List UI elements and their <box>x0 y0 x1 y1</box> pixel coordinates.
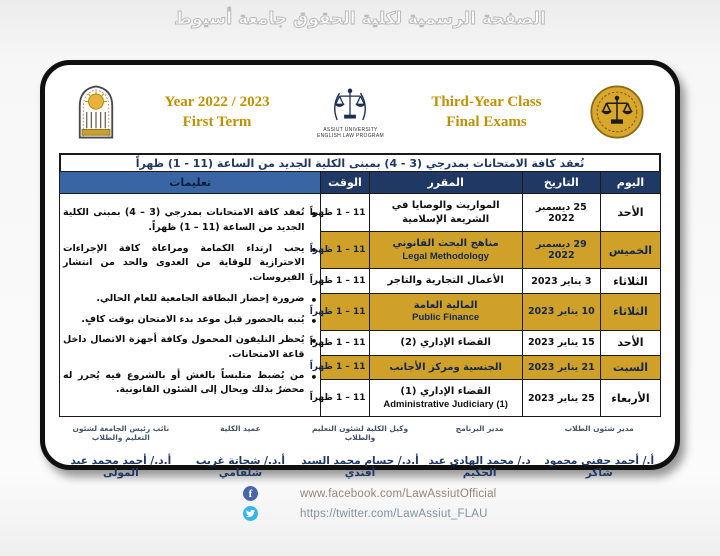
signature-title: مدير البرنامج <box>455 424 504 434</box>
instruction-item: • من يُضبط متلبساً بالغش أو بالشروع فيه يُحرر له محضرٌ بذلك ويحال إلى الشئون القانونية. <box>63 369 317 398</box>
course-cell <box>369 232 522 269</box>
class-line: Third-Year Class <box>431 93 542 110</box>
course-arabic: الجنسية ومركز الأجانب <box>389 361 502 373</box>
signature-name: أ.د./ شحاتة غريب شلقامي <box>195 455 285 480</box>
column-header-day: اليوم <box>600 172 660 194</box>
instruction-item: • يجب ارتداء الكمامة ومراعاة كافة الإجراءات الاحترازية للوقاية من العدوى والحد من انتشار الفيروسات. <box>63 242 317 286</box>
time-cell: 11 – 1 ظهراً <box>321 380 369 417</box>
time-cell: 11 – 1 ظهراً <box>321 269 369 294</box>
course-arabic: القضاء الإداري (2) <box>400 337 491 349</box>
day-cell: الأربعاء <box>600 380 660 417</box>
twitter-icon <box>243 506 258 521</box>
column-header-date: التاريخ <box>522 172 600 194</box>
facebook-link[interactable]: www.facebook.com/LawAssiutOfficial <box>300 487 497 500</box>
time-cell: 11 – 1 ظهراً <box>321 331 369 356</box>
time-cell: 11 – 1 ظهراً <box>321 293 369 330</box>
facebook-icon: f <box>243 486 258 501</box>
program-caption-line1: ASSIUT UNIVERSITY <box>323 126 378 133</box>
instruction-item: • يُنبه بالحضور قبل موعد بدء الامتحان بوقت كافٍ. <box>63 313 317 328</box>
twitter-link[interactable]: https://twitter.com/LawAssiut_FLAU <box>300 507 488 520</box>
time-cell: 11 – 1 ظهراً <box>321 194 369 232</box>
signature-name: أ./ أحمد حفني محمود شاكر <box>544 455 655 480</box>
column-header-instructions: تعليمات <box>60 172 321 194</box>
page-watermark: الصفحة الرسمية لكلية الحقوق جامعة أسيوط <box>174 9 546 29</box>
instructions-list <box>63 206 317 398</box>
table-header-row <box>60 172 661 194</box>
course-cell <box>369 331 522 356</box>
assiut-university-logo-icon <box>75 83 117 141</box>
instruction-item: • تُعقد كافة الامتحانات بمدرجي (3 – 4) بمبنى الكلية الجديد من الساعة (11 – 1) ظهراً. <box>63 206 317 235</box>
day-cell: الثلاثاء <box>600 269 660 294</box>
time-cell: 11 – 1 ظهراً <box>321 232 369 269</box>
day-cell: الأحد <box>600 194 660 232</box>
day-cell: الخميس <box>600 232 660 269</box>
signature-title: مدير شئون الطلاب <box>564 424 634 434</box>
time-cell: 11 – 1 ظهراً <box>321 355 369 380</box>
date-cell: 25 يناير 2023 <box>522 380 600 417</box>
day-cell: الأحد <box>600 331 660 356</box>
date-cell: 15 يناير 2023 <box>522 331 600 356</box>
course-cell <box>369 293 522 330</box>
course-english: Legal Methodology <box>402 250 489 262</box>
date-cell: 10 يناير 2023 <box>522 293 600 330</box>
course-arabic: المواريث والوصايا في الشريعة الإسلامية <box>391 200 500 225</box>
course-english: Public Finance <box>412 312 480 324</box>
instructions-cell <box>60 194 321 417</box>
sheet-header <box>57 71 663 151</box>
program-caption-line2: ENGLISH LAW PROGRAM <box>317 133 384 139</box>
twitter-row <box>243 506 496 521</box>
class-exams-text <box>431 92 541 133</box>
social-links <box>243 486 496 526</box>
signature-title: وكيل الكلية لشئون التعليم والطلاب <box>311 424 409 443</box>
signature-name: أ.د./ حسام محمد السيد أفندي <box>301 455 419 480</box>
course-arabic: مناهج البحث القانوني <box>392 238 499 249</box>
signature-title: نائب رئيس الجامعة لشئون التعليم والطلاب <box>72 424 170 443</box>
faculty-of-law-seal-icon <box>589 84 645 140</box>
exam-venue-notice: تُعقد كافة الامتحانات بمدرجي (3 - 4) بمبنى الكلية الجديد من الساعة (11 - 1) ظهراً <box>59 153 661 171</box>
date-cell: 3 يناير 2023 <box>522 269 600 294</box>
term-line: First Term <box>182 114 252 130</box>
schedule-sheet <box>40 60 680 480</box>
signature-names-row <box>57 455 663 479</box>
course-cell <box>369 380 522 417</box>
column-header-time: الوقت <box>321 172 369 194</box>
course-arabic: الأعمال التجارية والتاجر <box>387 275 504 287</box>
day-cell: السبت <box>600 355 660 380</box>
signature-title: عميد الكلية <box>220 424 261 434</box>
scales-of-justice-icon <box>317 85 384 127</box>
day-cell: الثلاثاء <box>600 293 660 330</box>
exam-schedule-table <box>59 171 661 417</box>
date-cell: 25 ديسمبر 2022 <box>522 194 600 232</box>
exams-line: Final Exams <box>446 114 527 130</box>
date-cell: 29 ديسمبر 2022 <box>522 232 600 269</box>
english-law-program-logo <box>317 85 384 140</box>
instruction-item: • ضرورة إحضار البطاقة الجامعية للعام الحالي. <box>63 292 317 307</box>
table-row <box>60 194 661 232</box>
course-arabic: المالية العامة <box>413 299 478 311</box>
signature-name: د./ محمد الهادي عبد الحكيم <box>428 455 531 480</box>
course-cell <box>369 269 522 294</box>
course-english: Administrative Judiciary (1) <box>383 398 508 410</box>
signature-name: أ.د./ أحمد محمد عبد المولى <box>70 455 172 480</box>
year-line: Year 2022 / 2023 <box>164 93 270 110</box>
signature-titles-row <box>57 424 663 442</box>
facebook-row <box>243 486 496 501</box>
instruction-item: • يُحظر التليفون المحمول وكافة أجهزة الاتصال داخل قاعة الامتحانات. <box>63 333 317 362</box>
year-term-text <box>164 92 269 133</box>
course-arabic: القضاء الإداري (1) <box>400 386 491 398</box>
column-header-course: المقرر <box>369 172 522 194</box>
course-cell <box>369 194 522 232</box>
course-cell <box>369 355 522 380</box>
date-cell: 21 يناير 2023 <box>522 355 600 380</box>
